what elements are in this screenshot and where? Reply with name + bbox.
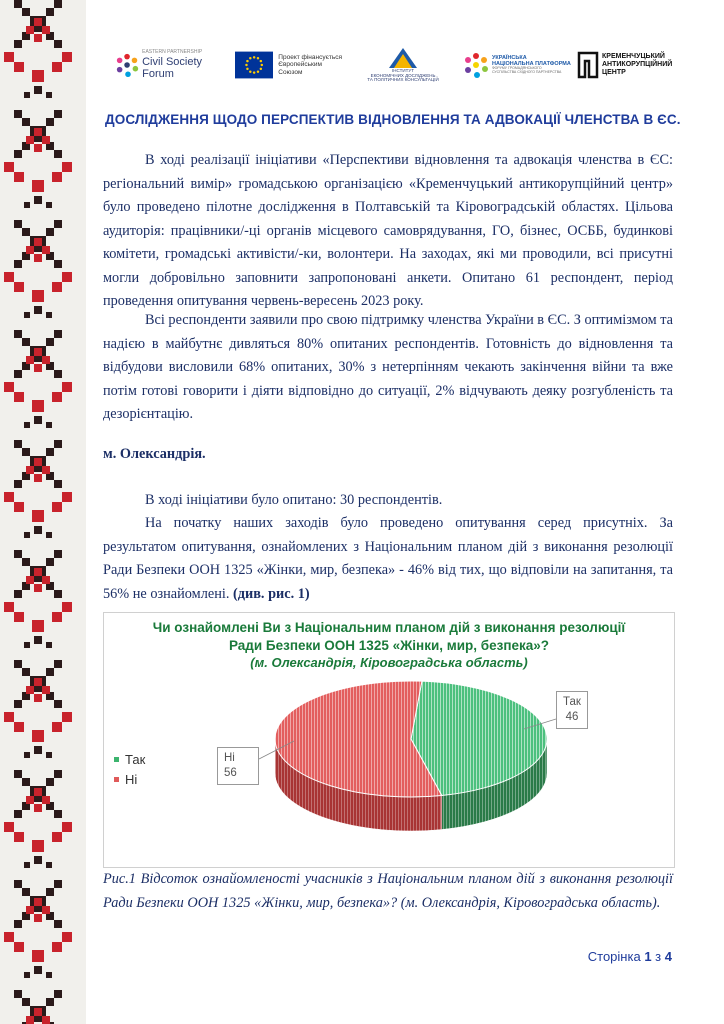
city-heading: м. Олександрія. — [103, 446, 206, 462]
kac-mark-icon — [577, 51, 599, 79]
figure-caption: Рис.1 Відсоток ознайомленості учасників з Національним планом дій з виконання резолюції Ради Безпеки ООН 1325 «Жінки, мир, безпека»? (м. Олександрія, Кіровоградська область). — [103, 871, 673, 911]
paragraph-4-text: На початку наших заходів було проведено опитування серед присутніх. За результатом опитування, ознайомлених з Національним планом дій з виконання резолюції Ради Безпеки ООН 1325 «Жінки, мир, безпека» - 46% від тих, що відповіли на запитання, та 56% не ознайомлені. — [103, 515, 673, 602]
ieds-text-3: ТА ПОЛІТИЧНИХ КОНСУЛЬТАЦІЙ — [367, 77, 439, 83]
chart-subtitle: (м. Олександрія, Кіровоградська область) — [250, 655, 528, 670]
document-title: ДОСЛІДЖЕННЯ ЩОДО ПЕРСПЕКТИВ ВІДНОВЛЕННЯ ТА АДВОКАЦІЇ ЧЛЕНСТВА В ЄС. — [105, 112, 681, 127]
chart-title-line-1: Чи ознайомлені Ви з Національним планом дій з виконання резолюції — [152, 620, 626, 635]
eu-text-2: Європейським Союзом — [278, 61, 322, 76]
legend-label-yes: Так — [125, 751, 146, 767]
paragraph-3-text: В ході ініціативи було опитано: 30 респондентів. — [145, 492, 443, 508]
embroidery-motif — [4, 770, 72, 868]
data-label-yes — [556, 691, 588, 729]
data-label-no-value: 56 — [224, 767, 237, 779]
footer-total: 4 — [664, 949, 672, 964]
kac-text-1: КРЕМЕНЧУЦЬКИЙ — [602, 53, 665, 61]
embroidery-motif — [4, 880, 72, 978]
data-label-yes-value: 46 — [565, 711, 579, 723]
embroidery-border — [0, 0, 86, 1024]
embroidery-motif — [4, 330, 72, 428]
ieds-text-2: ЕКОНОМІЧНИХ ДОСЛІДЖЕНЬ — [370, 72, 436, 78]
ieds-logo — [347, 40, 459, 90]
unp-text-1: УКРАЇНСЬКА — [492, 55, 527, 62]
embroidery-motif — [4, 660, 72, 758]
kac-text-3: ЦЕНТР — [602, 68, 626, 76]
kac-text-2: АНТИКОРУПЦІЙНИЙ — [602, 61, 673, 69]
embroidery-motif — [4, 0, 72, 98]
data-label-no — [217, 747, 259, 785]
unp-text-3: ФОРУМУ ГРОМАДЯНСЬКОГО СУСПІЛЬСТВА СХІДНОГО ПАРТНЕРСТВА — [492, 66, 562, 75]
csf-dots-icon — [115, 52, 139, 78]
footer-label: Сторінка — [587, 949, 641, 964]
footer-of: з — [655, 949, 662, 964]
embroidery-motif — [4, 990, 72, 1024]
data-label-no-name: Ні — [224, 752, 235, 764]
paragraph-1 — [103, 149, 673, 314]
partner-logos — [115, 40, 675, 90]
embroidery-motif — [4, 440, 72, 538]
ieds-text-1: ІНСТИТУТ — [392, 67, 414, 73]
eu-text-1: Проект фінансується — [278, 54, 343, 62]
pie-slices — [259, 681, 556, 831]
chart-title-line-2: Ради Безпеки ООН 1325 «Жінки, мир, безпека»? — [228, 638, 550, 653]
paragraph-2-text: Всі респонденти заявили про свою підтримку членства України в ЄС. З оптимізмом та надією в майбутнє дивляться 80% опитаних респондентів. Готовність до відновлення та відбудови висловили 68% опитаних, 30% з нетерпінням чекають закінчення війни та вже потім готові говорити і діяти відповідно до ситуації, 2% відчувають деяку розгубленість та дезорієнтацію. — [103, 312, 673, 422]
csf-logo — [115, 40, 230, 90]
pie-svg — [104, 613, 674, 867]
paragraph-1-text: В ході реалізації ініціативи «Перспективи відновлення та адвокація членства в ЄС: регіональний вимір» громадською організацією «Кременчуцький антикорупційний центр» було проведено пілотне дослідження в Полтавській та Кіровоградській областях. Цільова аудиторія: працівники/-ці органів місцевого самоврядування, ГО, бізнес, ОСББ, будинкові комітети, громадські активісти/-ки, волонтери. На заходах, які ми проводили, всі присутні могли добровільно заповнити запропоновані анкети. Опитано 61 респондент, період проведення опитування червень-вересень 2023 року. — [103, 152, 673, 309]
paragraph-3 — [103, 489, 673, 513]
embroidery-motif — [4, 110, 72, 208]
embroidery-motif — [4, 220, 72, 318]
unp-dots-icon — [463, 52, 489, 78]
unp-text-2: НАЦІОНАЛЬНА ПЛАТФОРМА — [492, 61, 571, 68]
unp-logo — [463, 40, 573, 90]
csf-top-text: EASTERN PARTNERSHIP — [142, 49, 203, 56]
footer-page: 1 — [644, 949, 652, 964]
embroidery-pattern — [0, 0, 86, 1024]
data-label-yes-name: Так — [563, 696, 581, 708]
legend-label-no: Ні — [125, 771, 138, 787]
embroidery-motif — [4, 550, 72, 648]
eu-flag-icon — [235, 51, 273, 79]
csf-name-text: Civil Society Forum — [142, 55, 203, 80]
kac-logo — [577, 40, 677, 90]
page-footer — [588, 949, 672, 964]
figure-reference: (див. рис. 1) — [232, 585, 310, 602]
eu-logo — [235, 40, 345, 90]
paragraph-4 — [103, 512, 673, 606]
ieds-triangle-icon — [388, 47, 418, 69]
paragraph-2 — [103, 309, 673, 427]
pie-chart — [103, 612, 675, 868]
